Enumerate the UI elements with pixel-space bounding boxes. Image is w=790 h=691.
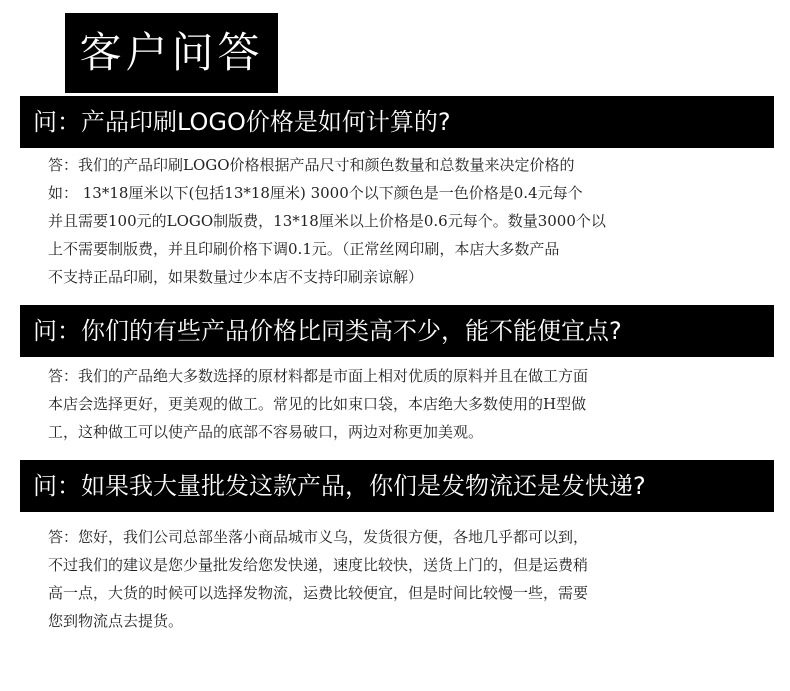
question-bar-3: 问：如果我大量批发这款产品，你们是发物流还是发快递?: [20, 460, 774, 512]
answer-line: 不过我们的建议是您少量批发给您发快递，速度比较快，送货上门的，但是运费稍: [48, 556, 589, 574]
answer-block-1: [48, 151, 748, 291]
answer-line: 答：我们的产品印刷LOGO价格根据产品尺寸和颜色数量和总数量来决定价格的: [48, 156, 575, 174]
answer-line: 高一点，大货的时候可以选择发物流，运费比较便宜，但是时间比较慢一些，需要: [48, 584, 589, 602]
answer-line: 工，这种做工可以使产品的底部不容易破口，两边对称更加美观。: [48, 423, 484, 441]
question-bar-2: 问：你们的有些产品价格比同类高不少，能不能便宜点?: [20, 305, 774, 357]
answer-line: 并且需要100元的LOGO制版费，13*18厘米以上价格是0.6元每个。数量3000个以: [48, 212, 606, 230]
answer-block-2: [48, 362, 748, 446]
answer-line: 不支持正品印刷，如果数量过少本店不支持印刷亲谅解）: [48, 268, 424, 286]
answer-line: 您到物流点去提货。: [48, 612, 184, 630]
answer-block-3: [48, 523, 748, 635]
answer-line: 如： 13*18厘米以下(包括13*18厘米) 3000个以下颜色是一色价格是0.4元每个: [48, 184, 583, 202]
answer-line: 答：您好，我们公司总部坐落小商品城市义乌，发货很方便，各地几乎都可以到，: [48, 528, 589, 546]
answer-line: 答：我们的产品绝大多数选择的原材料都是市面上相对优质的原料并且在做工方面: [48, 367, 589, 385]
question-bar-1: 问：产品印刷LOGO价格是如何计算的?: [20, 96, 774, 148]
page-title: 客户问答: [65, 13, 278, 93]
answer-line: 上不需要制版费，并且印刷价格下调0.1元。（正常丝网印刷，本店大多数产品: [48, 240, 560, 258]
answer-line: 本店会选择更好，更美观的做工。常见的比如束口袋，本店绝大多数使用的H型做: [48, 395, 587, 413]
